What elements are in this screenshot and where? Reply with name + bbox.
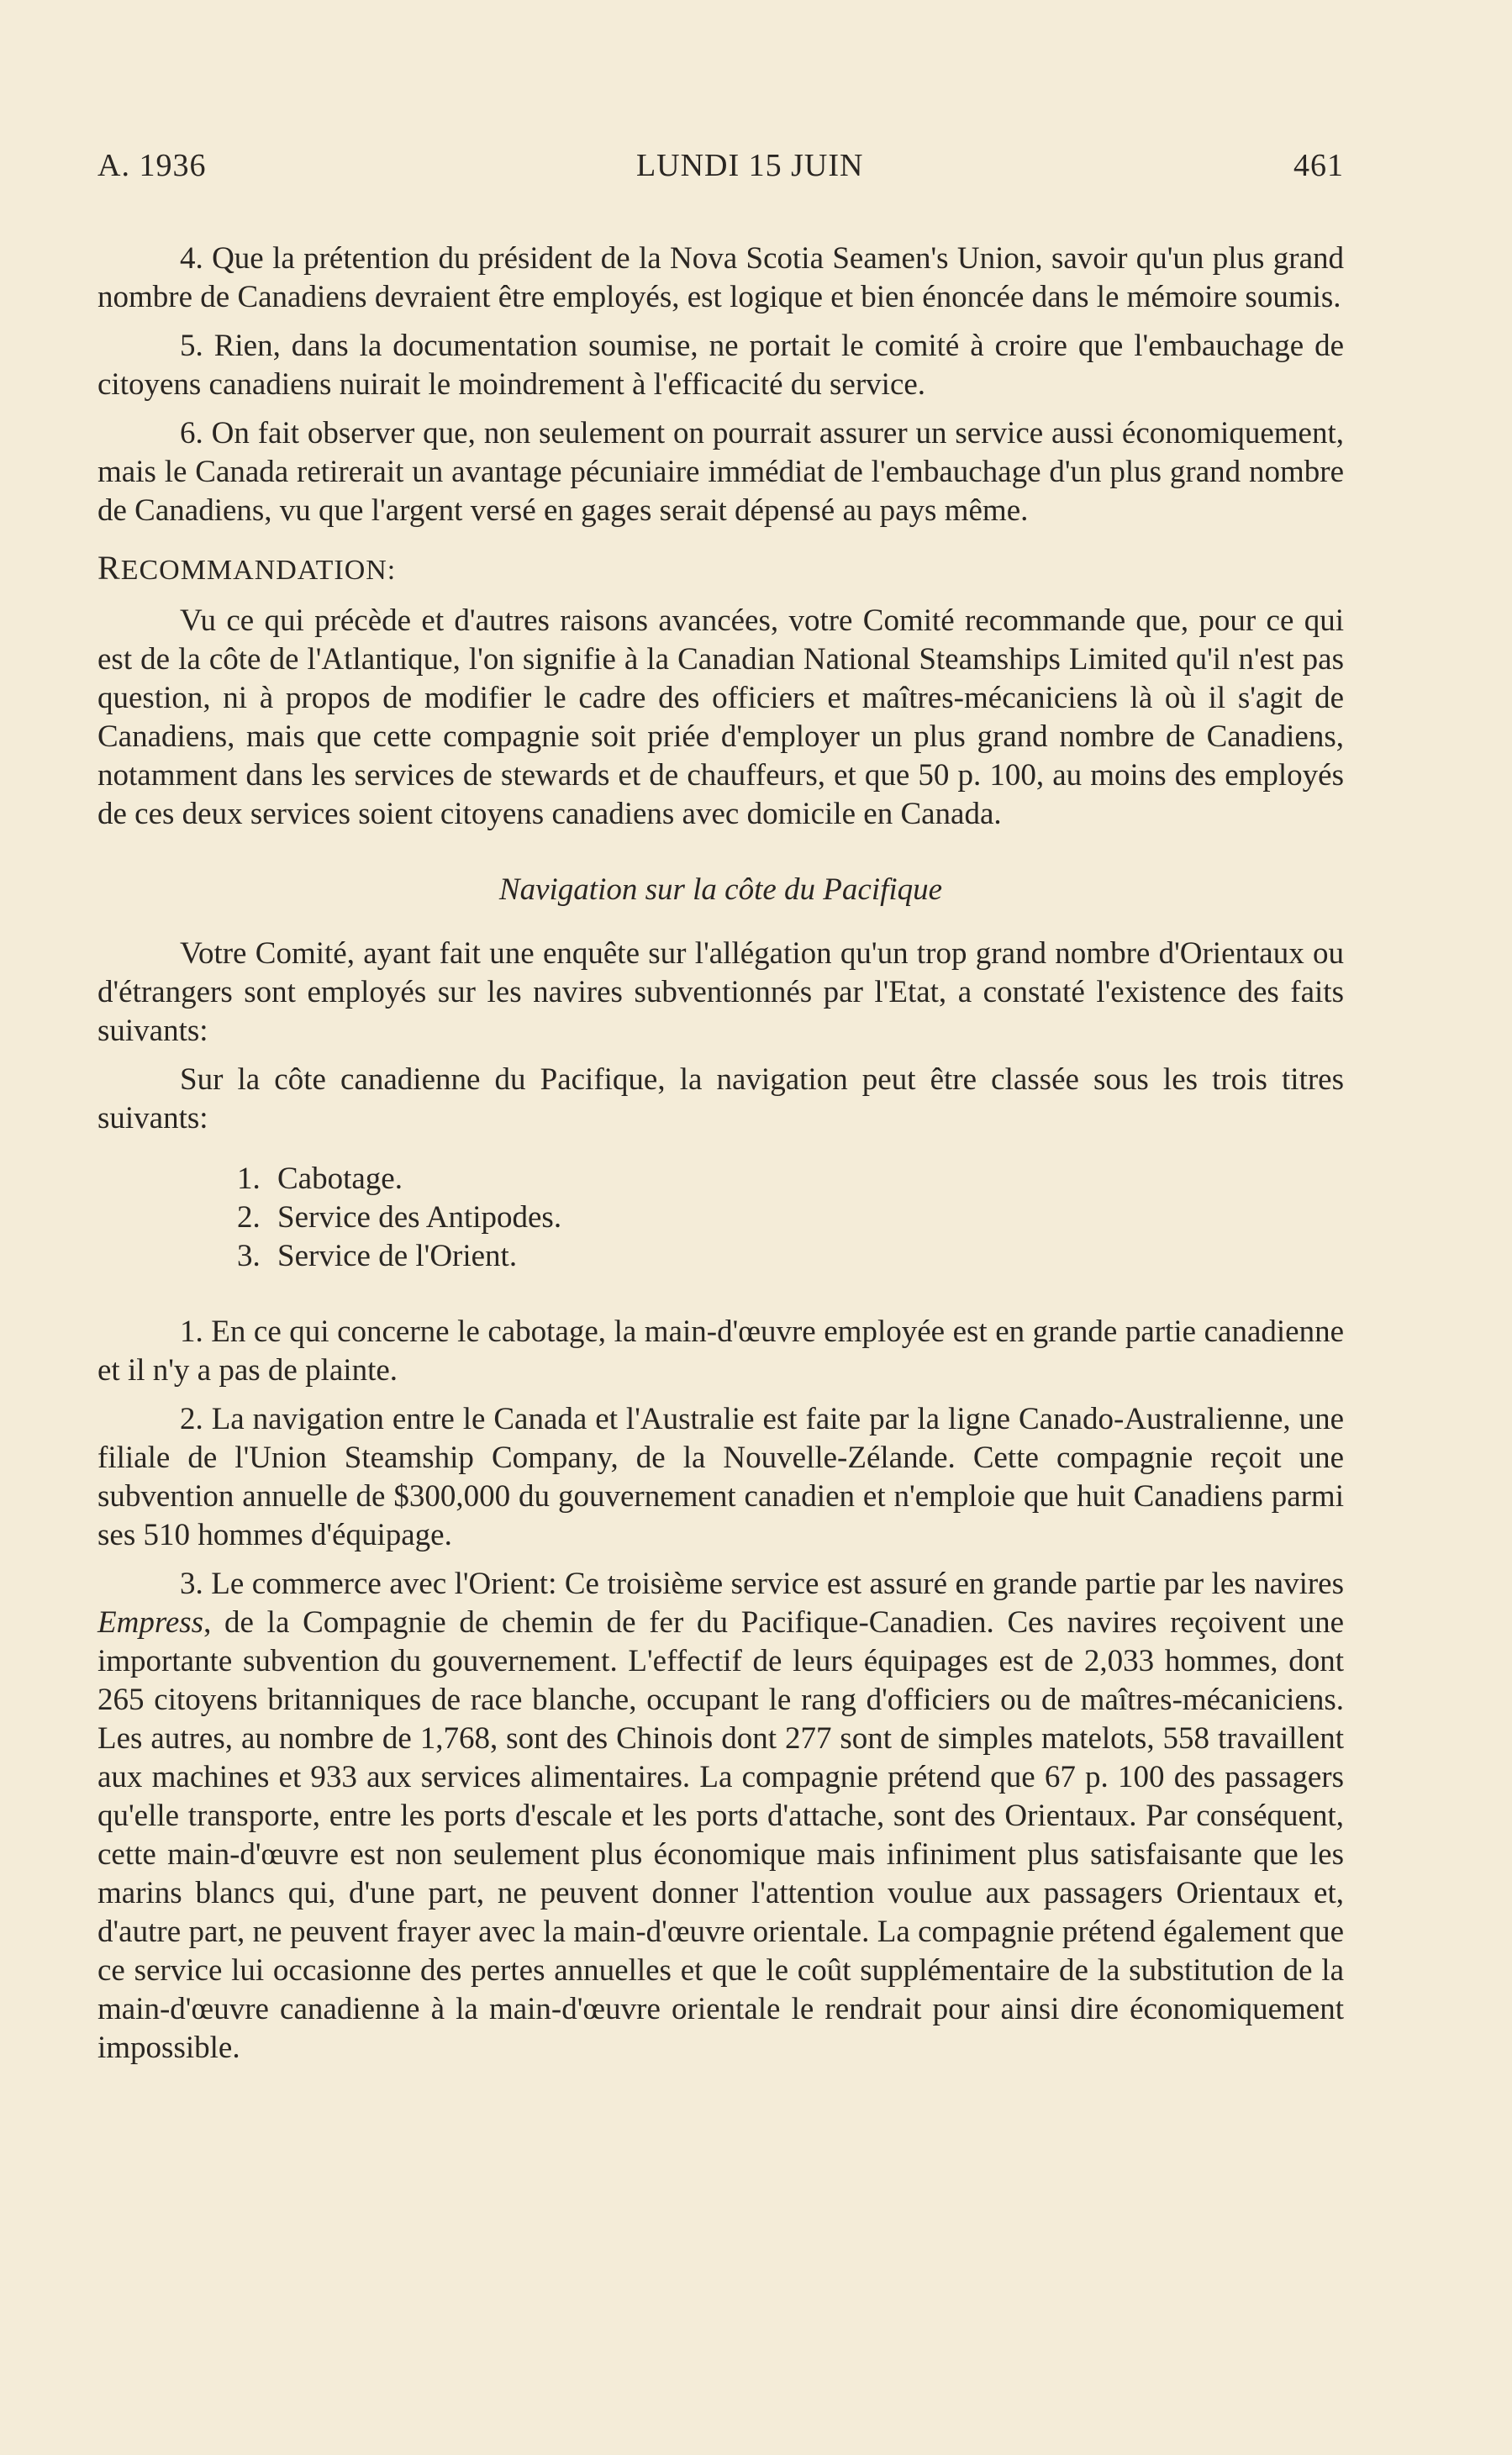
header-date: LUNDI 15 JUIN [635,148,864,183]
navigation-list [237,1160,1344,1276]
point-3-text-before: 3. Le commerce avec l'Orient: Ce troisième service est assuré en grande partie par les navires [180,1567,1344,1601]
paragraph-5: 5. Rien, dans la documentation soumise, ne portait le comité à croire que l'embauchage de citoyens canadiens nuirait le moindrement à l'efficacité du service. [97,329,1344,402]
point-1-cabotage: 1. En ce qui concerne le cabotage, la main-d'œuvre employée est en grande partie canadienne et il n'y a pas de plainte. [97,1314,1344,1388]
recommendation-heading-initial: R [97,549,121,587]
point-3-text-after: , de la Compagnie de chemin de fer du Pacifique-Canadien. Ces navires reçoivent une importante subvention du gouvernement. L'effectif de leurs équipages est de 2,033 hommes, dont 265 citoyens britanniques de race blanche, occupant le rang d'officiers ou de maîtres-mécaniciens. Les autres, au nombre de 1,768, sont des Chinois dont 277 sont de simples matelots, 558 travaillent aux machines et 933 aux services alimentaires. La compagnie prétend que 67 p. 100 des passagers qu'elle transporte, entre les ports d'escale et les ports d'attache, sont des Orientaux. Par conséquent, cette main-d'œuvre est non seulement plus économique mais infiniment plus satisfaisante que les marins blancs qui, d'une part, ne peuvent donner l'attention voulue aux passagers Orientaux et, d'autre part, ne peuvent frayer avec la main-d'œuvre orientale. La compagnie prétend également que ce service lui occasionne des pertes annuelles et que le coût supplémentaire de la substitution de la main-d'œuvre canadienne à la main-d'œuvre orientale le rendrait pour ainsi dire économiquement impossible. [97,1605,1344,2065]
point-2-antipodes: 2. La navigation entre le Canada et l'Australie est faite par la ligne Canado-Australienne, une filiale de l'Union Steamship Company, de la Nouvelle-Zélande. Cette compagnie reçoit une subvention annuelle de $300,000 du gouvernement canadien et n'emploie que huit Canadiens parmi ses 510 hommes d'équipage. [97,1402,1344,1552]
section-intro-2: Sur la côte canadienne du Pacifique, la navigation peut être classée sous les trois titres suivants: [97,1062,1344,1135]
list-item-text: Service de l'Orient. [277,1239,518,1273]
header-year: A. 1936 [97,148,207,183]
section-intro-1: Votre Comité, ayant fait une enquête sur l'allégation qu'un trop grand nombre d'Orientaux ou d'étrangers sont employés sur les navires subventionnés par l'Etat, a constaté l'existence des faits suivants: [97,936,1344,1048]
section-title: Navigation sur la côte du Pacifique [498,872,943,907]
recommendation-heading-rest: ECOMMANDATION [120,555,387,586]
paragraph-6: 6. On fait observer que, non seulement on pourrait assurer un service aussi économiquement, mais le Canada retirerait un avantage pécuniaire immédiat de l'embauchage d'un plus grand nombre de Canadiens, vu que l'argent versé en gages serait dépensé au pays même. [97,416,1344,528]
running-header [97,147,1344,184]
ship-name: Empress [97,1605,204,1640]
page-number: 461 [1293,148,1344,183]
list-item-number: 3. [237,1239,261,1273]
recommendation-heading [97,549,1344,590]
list-item [237,1199,1344,1237]
list-item-number: 2. [237,1200,261,1235]
list-item-text: Service des Antipodes. [277,1200,562,1235]
list-item [237,1237,1344,1276]
recommendation-heading-colon: : [387,555,397,586]
document-body [97,240,1344,2068]
recommendation-text: Vu ce qui précède et d'autres raisons avancées, votre Comité recommande que, pour ce qui est de la côte de l'Atlantique, l'on signifie à la Canadian National Steamships Limited qu'il n'est pas question, ni à propos de modifier le cadre des officiers et maîtres-mécaniciens là où il s'agit de Canadiens, mais que cette compagnie soit priée d'employer un plus grand nombre de Canadiens, notamment dans les services de stewards et de chauffeurs, et que 50 p. 100, au moins des employés de ces deux services soient citoyens canadiens avec domicile en Canada. [97,603,1344,831]
list-item-number: 1. [237,1162,261,1196]
list-item [237,1160,1344,1199]
paragraph-4: 4. Que la prétention du président de la Nova Scotia Seamen's Union, savoir qu'un plus grand nombre de Canadiens devraient être employés, est logique et bien énoncée dans le mémoire soumis. [97,241,1344,314]
point-3-orient [97,1565,1344,2068]
list-item-text: Cabotage. [277,1162,403,1196]
